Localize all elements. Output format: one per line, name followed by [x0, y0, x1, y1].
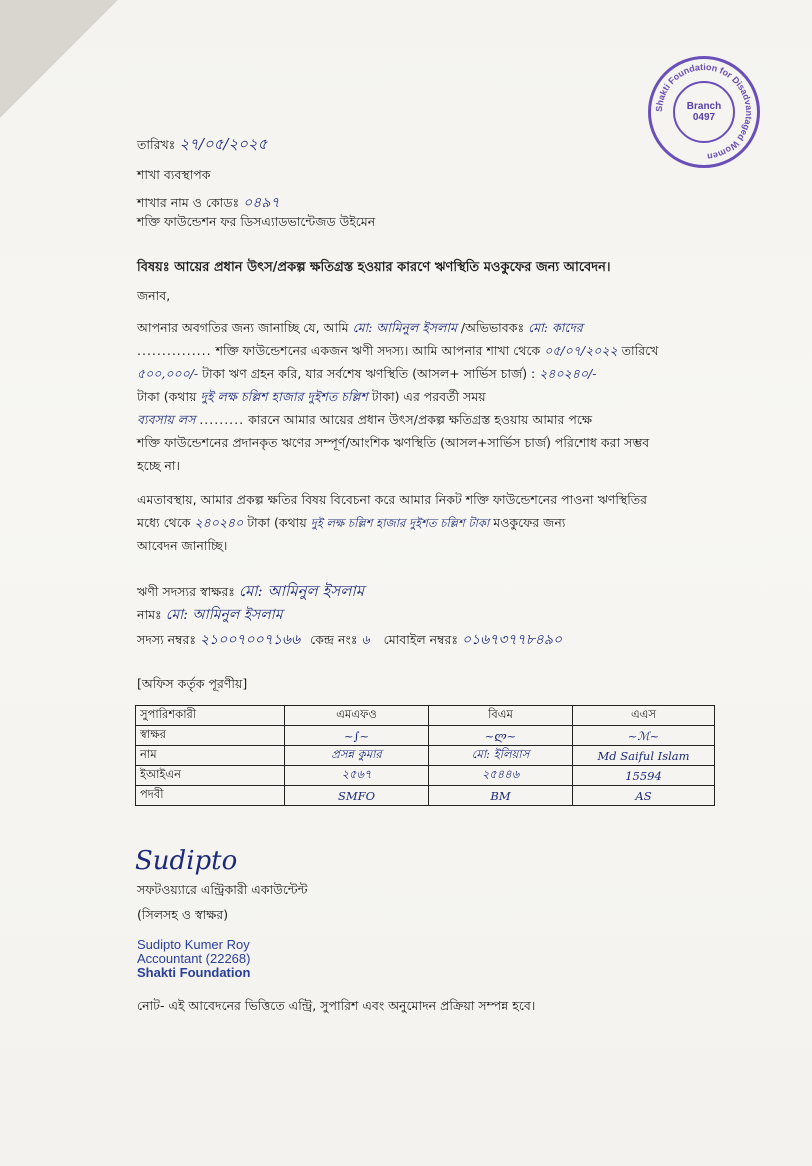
- p1-text-2b: তারিখে: [621, 343, 659, 358]
- member-name-label: নামঃ: [137, 607, 162, 622]
- addressee-line: শাখা ব্যবস্থাপক: [137, 167, 211, 182]
- table-cell: SMFO: [285, 786, 429, 806]
- p2-text-b: টাকা (কথায়: [247, 515, 307, 530]
- branch-code-value: ০৪৯৭: [243, 195, 280, 211]
- mobile-hw: ০১৬৭৩৭৭৮৪৯০: [462, 632, 563, 648]
- p1-text-3: টাকা ঋণ গ্রহন করি, যার সর্বশেষ ঋণস্থিতি (আসল+ সার্ভিস চার্জ) :: [202, 366, 536, 381]
- p2-text-a: মধ্যে থেকে: [137, 515, 191, 530]
- member-name-line: [137, 603, 283, 627]
- folded-corner: [0, 0, 118, 118]
- row-label: ইআইএন: [136, 766, 285, 786]
- p1-dots: ...............: [137, 343, 212, 358]
- header-cell: এমএফও: [285, 706, 429, 726]
- footer-note: নোট- এই আবেদনের ভিত্তিতে এন্ট্রি, সুপারিশ এবং অনুমোদন প্রক্রিয়া সম্পন্ন হবে।: [137, 998, 536, 1013]
- member-number-line: [137, 628, 562, 652]
- p1-dots-2: .........: [199, 412, 245, 427]
- subject-line: বিষয়ঃ আয়ের প্রধান উৎস/প্রকল্প ক্ষতিগ্রস্ত হওয়ার কারণে ঋণস্থিতি মওকুফের জন্য আবেদন।: [137, 260, 611, 275]
- approval-row-signature: [136, 726, 715, 746]
- p2-line-1: এমতাবস্থায়, আমার প্রকল্প ক্ষতির বিষয় বিবেচনা করে আমার নিকট শক্তি ফাউন্ডেশনের পাওনা ঋণস্থিতির: [137, 492, 648, 507]
- office-use-label: [অফিস কর্তৃক পূরণীয়]: [137, 676, 248, 691]
- balance-words-hw: দুই লক্ষ চল্লিশ হাজার দুইশত চল্লিশ: [200, 389, 368, 404]
- table-cell: 15594: [573, 766, 715, 786]
- member-name-hw: মো: আমিনুল ইসলাম: [165, 607, 283, 623]
- software-entry-role: সফটওয়্যারে এন্ট্রিকারী একাউন্টেন্ট: [137, 882, 308, 897]
- p1-line-2: [137, 343, 658, 363]
- p1-text-5: কারনে আমার আয়ের প্রধান উৎস/প্রকল্প ক্ষতিগ্রস্ত হওয়ায় আমার পক্ষে: [248, 412, 592, 427]
- center-label: কেন্দ্র নংঃ: [310, 632, 358, 647]
- header-cell: এএস: [573, 706, 715, 726]
- member-signature-label: ঋণী সদস্যর স্বাক্ষরঃ: [137, 584, 235, 599]
- member-number-label: সদস্য নম্বরঃ: [137, 632, 197, 647]
- p1-line-5: [137, 412, 592, 432]
- accountant-title: Accountant (22268): [137, 951, 251, 966]
- table-cell: BM: [429, 786, 573, 806]
- accountant-seal: [137, 938, 250, 980]
- approval-row-designation: [136, 786, 715, 806]
- reason-hw: ব্যবসায় লস: [137, 412, 196, 427]
- waiver-amount-hw: ২৪০২৪০: [194, 515, 244, 530]
- branch-stamp: [648, 56, 760, 168]
- as-signature-cell: ~ℳ~: [573, 726, 715, 746]
- approval-row-name: [136, 746, 715, 766]
- header-cell: সুপারিশকারী: [136, 706, 285, 726]
- p2-text-c: মওকুফের জন্য: [493, 515, 566, 530]
- row-label: স্বাক্ষর: [136, 726, 285, 746]
- stamp-branch-code: 0497: [692, 112, 716, 123]
- member-number-hw: ২১০০৭০০৭১৬৬: [200, 632, 301, 648]
- table-cell: Md Saiful Islam: [573, 746, 715, 766]
- p1-text-4a: টাকা (কথায়: [137, 389, 197, 404]
- p2-line-3: আবেদন জানাচ্ছি।: [137, 538, 228, 553]
- date-line: [137, 133, 267, 158]
- row-label: পদবী: [136, 786, 285, 806]
- guardian-label: /অভিভাবকঃ: [460, 320, 525, 335]
- stamp-branch-label: Branch: [686, 101, 722, 112]
- center-hw: ৬: [361, 632, 370, 647]
- row-label: নাম: [136, 746, 285, 766]
- p2-line-2: [137, 515, 565, 535]
- table-cell: AS: [573, 786, 715, 806]
- waiver-words-hw: দুই লক্ষ চল্লিশ হাজার দুইশত চল্লিশ টাকা: [310, 516, 490, 530]
- guardian-name-hw: মো: কাদের: [528, 320, 583, 335]
- date-label: তারিখঃ: [137, 137, 176, 152]
- accountant-signature-hw: Sudipto: [135, 846, 238, 876]
- seal-note: (সিলসহ ও স্বাক্ষর): [137, 907, 229, 922]
- mobile-label: মোবাইল নম্বরঃ: [383, 632, 459, 647]
- member-signature-hw: মো: আমিনুল ইসলাম: [238, 582, 365, 600]
- header-cell: বিএম: [429, 706, 573, 726]
- accountant-name: Sudipto Kumer Roy: [137, 937, 250, 952]
- stamp-ring-label: Shakti Foundation for Disadvantaged Women: [653, 61, 755, 162]
- p1-line-7: হচ্ছে না।: [137, 458, 180, 473]
- loan-amount-hw: ৫০০,০০০/-: [137, 366, 199, 381]
- bm-signature-cell: ~ლ~: [429, 726, 573, 746]
- organization-line: শক্তি ফাউন্ডেশন ফর ডিসএ্যাডভান্টেজড উইমেন: [137, 214, 376, 229]
- applicant-name-hw: মো: আমিনুল ইসলাম: [352, 320, 457, 335]
- p1-text-4b: টাকা) এর পরবর্তী সময়: [371, 389, 486, 404]
- date-value: ২৭/০৫/২০২৫: [179, 135, 268, 153]
- branch-code-label: শাখার নাম ও কোডঃ: [137, 195, 240, 210]
- branch-code-line: [137, 191, 280, 215]
- accountant-org: Shakti Foundation: [137, 965, 251, 980]
- table-cell: ২৫৪৪৬: [429, 766, 573, 786]
- salutation: জনাব,: [137, 288, 171, 303]
- approval-row-ein: [136, 766, 715, 786]
- mfo-signature-cell: ~∫~: [285, 726, 429, 746]
- member-signature-line: [137, 580, 364, 605]
- table-cell: মো: ইলিয়াস: [429, 746, 573, 766]
- p1-text-2: শক্তি ফাউন্ডেশনের একজন ঋণী সদস্য। আমি আপনার শাখা থেকে: [215, 343, 541, 358]
- stamp-center: [673, 81, 735, 143]
- table-cell: প্রসন্ন কুমার: [285, 746, 429, 766]
- p1-line-1: [137, 320, 583, 340]
- p1-line-4: [137, 389, 486, 409]
- loan-date-hw: ০৫/০৭/২০২২: [544, 343, 618, 358]
- p1-line-6: শক্তি ফাউন্ডেশনের প্রদানকৃত ঋণের সম্পূর্ণ/আংশিক ঋণস্থিতি (আসল+সার্ভিস চার্জ) পরিশোধ করা সম্ভব: [137, 435, 650, 450]
- p1-text-a: আপনার অবগতির জন্য জানাচ্ছি যে, আমি: [137, 320, 349, 335]
- table-cell: ২৫৬৭: [285, 766, 429, 786]
- p1-line-3: [137, 366, 596, 386]
- approval-header-row: [136, 706, 715, 726]
- balance-hw: ২৪০২৪০/-: [539, 366, 597, 381]
- approval-table: [135, 705, 715, 806]
